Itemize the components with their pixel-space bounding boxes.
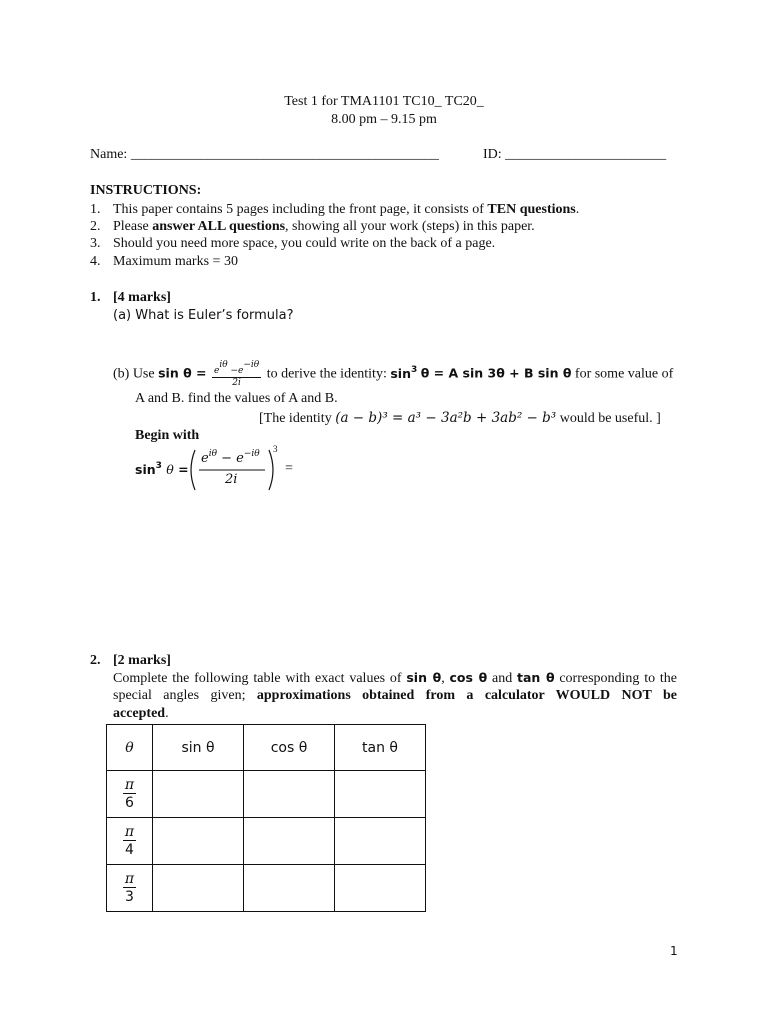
instruction-bold-text: TEN questions [487,202,576,217]
id-field-line[interactable]: _______________________ [505,147,667,162]
instruction-number: 1. [90,202,101,217]
table-row [107,771,426,818]
cos-answer-cell[interactable] [244,818,335,865]
header-cos: cos θ [244,725,335,771]
tan-answer-cell[interactable] [335,865,426,912]
q1b-prefix: (b) Use [113,366,155,382]
q2-line3-post: . [165,706,169,721]
instruction-number: 3. [90,236,101,251]
q2-line3 [113,706,169,722]
angle-cell: $\frac{\pi}{4}$ [107,818,153,865]
instruction-text: Maximum marks = 30 [113,254,238,269]
q1b-frac-den: 2i [232,378,241,388]
sin-answer-cell[interactable] [153,865,244,912]
q2-and: and [491,671,513,686]
header-tan: tan θ [335,725,426,771]
q1b-identity-rhs: θ = A sin 3θ + B sin θ [420,365,572,381]
q2-marks: [2 marks] [113,653,171,668]
q1-hint [259,410,661,427]
tan-answer-cell[interactable] [335,818,426,865]
instruction-text-tail: , showing all your work (steps) in this paper. [285,219,535,234]
q1-part-a: (a) What is Euler’s formula? [113,308,294,323]
angle-cell: $\frac{\pi}{3}$ [107,865,153,912]
q2-line1-pre: Complete the following table with exact values of [113,671,402,686]
instruction-text: This paper contains 5 pages including the front page, it consists of [113,202,488,217]
instruction-text: Should you need more space, you could write on the back of a page. [113,236,496,251]
q1b-identity-lhs: $\sin^3$ [390,364,418,381]
header-theta: θ [107,725,153,771]
q1-marks: [4 marks] [113,290,171,305]
cos-answer-cell[interactable] [244,865,335,912]
instruction-item [90,219,535,235]
q1-hint-pre: [The identity [259,411,332,426]
q2-line1-post: corresponding to the [559,671,678,686]
instruction-number: 4. [90,254,101,269]
q1-begin-num: $e^{i\theta} - e^{-i\theta}$ [201,449,260,466]
instruction-item [90,236,495,252]
sin-answer-cell[interactable] [153,771,244,818]
special-angles-table [106,724,426,912]
name-row [90,147,439,163]
q1b-mid: to derive the identity: [266,366,387,382]
instructions-heading: INSTRUCTIONS: [90,183,202,198]
test-time: 8.00 pm – 9.15 pm [331,112,437,127]
q1-begin-exponent: 3 [273,444,278,454]
header-sin: sin θ [153,725,244,771]
angle-cell: $\frac{\pi}{6}$ [107,771,153,818]
q1-begin-lhs: $\sin^3 \theta$ = [135,461,189,477]
q1-begin-den: 2i [225,472,238,487]
q1-number: 1. [90,290,101,305]
id-label: ID: [483,147,502,162]
q1b-fraction [212,360,261,389]
q2-line3-bold: accepted [113,706,166,721]
q2-line1: Complete the following table with exact values of sin θ, cos θ and tan θ corresponding to the [113,670,678,686]
q2-sin: sin θ [406,670,442,685]
instruction-text-tail: . [575,202,580,217]
left-paren [191,450,195,490]
q1b-suffix: for some value of [574,366,674,382]
q1-begin-with: Begin with [135,428,200,443]
q2-line2-pre: special angles given; [113,688,246,703]
q1b-sin-theta: sin θ = [158,365,207,381]
right-paren [269,450,273,490]
q1-hint-post: would be useful. ] [559,411,661,426]
table-row [107,818,426,865]
q1-begin-eq: = [285,461,293,476]
tan-answer-cell[interactable] [335,771,426,818]
q2-line2-bold: approximations obtained from a calculator WOULD NOT be [256,688,677,703]
q1-part-b-line2: A and B. find the values of A and B. [135,391,338,406]
page-number: 1 [670,944,678,958]
table-header-row [107,725,426,771]
instruction-item [90,254,238,270]
cos-answer-cell[interactable] [244,771,335,818]
test-title: Test 1 for TMA1101 TC10_ TC20_ [284,94,484,109]
q1b-frac-num: eiθ −e−iθ [214,360,260,376]
name-field-line[interactable]: ____________________________________________ [130,147,439,162]
name-label: Name: [90,147,128,162]
q2-number: 2. [90,653,101,668]
sin-answer-cell[interactable] [153,818,244,865]
q1-part-b-line1 [113,360,673,389]
instruction-text: Please [113,219,153,234]
instruction-bold-text: answer ALL questions [152,219,286,234]
q2-line2 [113,688,677,704]
instruction-item [90,202,579,218]
instruction-number: 2. [90,219,101,234]
q2-tan: tan θ [517,670,555,685]
q2-cos: cos θ [449,670,488,685]
table-row [107,865,426,912]
id-row [483,147,666,163]
q1-hint-math: (a − b)³ = a³ − 3a²b + 3ab² − b³ [335,410,557,426]
